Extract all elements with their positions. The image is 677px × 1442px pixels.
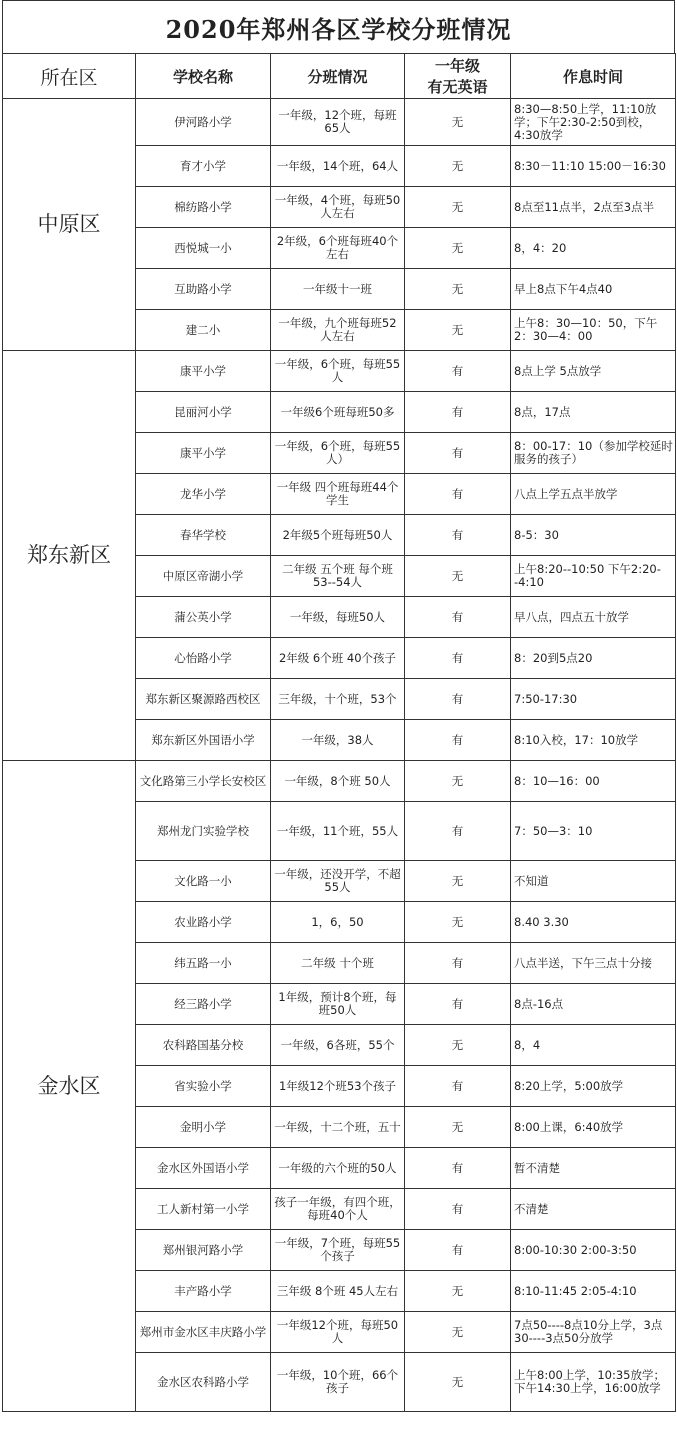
english-cell: 有 xyxy=(405,1148,511,1189)
school-cell: 郑州银河路小学 xyxy=(136,1230,271,1271)
english-cell: 有 xyxy=(405,392,511,433)
schedule-cell: 8，4：20 xyxy=(511,228,676,269)
schedule-cell: 8点至11点半，2点至3点半 xyxy=(511,187,676,228)
english-cell: 有 xyxy=(405,984,511,1025)
english-cell: 无 xyxy=(405,99,511,146)
schedule-cell: 8点上学 5点放学 xyxy=(511,351,676,392)
classes-cell: 一年级，十二个班，五十 xyxy=(271,1107,405,1148)
schedule-cell: 8.40 3.30 xyxy=(511,902,676,943)
school-cell: 文化路第三小学长安校区 xyxy=(136,761,271,802)
school-cell: 金水区农科路小学 xyxy=(136,1353,271,1412)
english-cell: 无 xyxy=(405,146,511,187)
district-cell: 中原区 xyxy=(3,99,136,351)
header-schedule: 作息时间 xyxy=(511,54,676,99)
english-cell: 有 xyxy=(405,1066,511,1107)
schedule-cell: 7点50----8点10分上学，3点30----3点50分放学 xyxy=(511,1312,676,1353)
english-cell: 无 xyxy=(405,228,511,269)
schedule-cell: 7:50-17:30 xyxy=(511,679,676,720)
district-cell: 金水区 xyxy=(3,761,136,1412)
schedule-cell: 8:10入校，17：10放学 xyxy=(511,720,676,761)
schedule-cell: 8:30－11:10 15:00－16:30 xyxy=(511,146,676,187)
school-cell: 育才小学 xyxy=(136,146,271,187)
school-cell: 郑东新区聚源路西校区 xyxy=(136,679,271,720)
classes-cell: 一年级，8个班 50人 xyxy=(271,761,405,802)
header-school: 学校名称 xyxy=(136,54,271,99)
table-body xyxy=(3,99,676,1412)
school-cell: 郑州龙门实验学校 xyxy=(136,802,271,861)
classes-cell: 一年级12个班，每班50人 xyxy=(271,1312,405,1353)
schedule-cell: 8：00-17：10（参加学校延时服务的孩子） xyxy=(511,433,676,474)
schedule-cell: 8：20到5点20 xyxy=(511,638,676,679)
school-cell: 建二小 xyxy=(136,310,271,351)
schedule-cell: 7：50—3：10 xyxy=(511,802,676,861)
english-cell: 有 xyxy=(405,1230,511,1271)
classes-cell: 一年级，6个班，每班55人） xyxy=(271,433,405,474)
schedule-cell: 上午8:00上学，10:35放学；下午14:30上学，16:00放学 xyxy=(511,1353,676,1412)
classes-cell: 一年级，九个班每班52人左右 xyxy=(271,310,405,351)
english-cell: 有 xyxy=(405,351,511,392)
schedule-cell: 八点上学五点半放学 xyxy=(511,474,676,515)
schedule-cell: 8:20上学，5:00放学 xyxy=(511,1066,676,1107)
school-cell: 心怡路小学 xyxy=(136,638,271,679)
english-cell: 无 xyxy=(405,1271,511,1312)
classes-cell: 一年级6个班每班50多 xyxy=(271,392,405,433)
classes-cell: 一年级，14个班，64人 xyxy=(271,146,405,187)
school-cell: 康平小学 xyxy=(136,351,271,392)
english-cell: 有 xyxy=(405,433,511,474)
english-cell: 有 xyxy=(405,802,511,861)
school-cell: 昆丽河小学 xyxy=(136,392,271,433)
table-row xyxy=(3,351,676,392)
header-classes: 分班情况 xyxy=(271,54,405,99)
english-cell: 有 xyxy=(405,597,511,638)
english-cell: 无 xyxy=(405,1312,511,1353)
schedule-cell: 早上8点下午4点40 xyxy=(511,269,676,310)
english-cell: 无 xyxy=(405,1107,511,1148)
school-cell: 农科路国基分校 xyxy=(136,1025,271,1066)
school-cell: 棉纺路小学 xyxy=(136,187,271,228)
table-header-row xyxy=(3,54,676,99)
schedule-cell: 8，4 xyxy=(511,1025,676,1066)
schedule-cell: 暂不清楚 xyxy=(511,1148,676,1189)
school-cell: 西悦城一小 xyxy=(136,228,271,269)
english-cell: 有 xyxy=(405,720,511,761)
school-cell: 中原区帝湖小学 xyxy=(136,556,271,597)
classes-cell: 一年级十一班 xyxy=(271,269,405,310)
classes-cell: 一年级，还没开学，不超55人 xyxy=(271,861,405,902)
schedule-cell: 8:10-11:45 2:05-4:10 xyxy=(511,1271,676,1312)
classes-cell: 一年级，6各班，55个 xyxy=(271,1025,405,1066)
english-cell: 有 xyxy=(405,638,511,679)
english-cell: 无 xyxy=(405,556,511,597)
school-cell: 伊河路小学 xyxy=(136,99,271,146)
english-cell: 无 xyxy=(405,1353,511,1412)
english-cell: 无 xyxy=(405,187,511,228)
english-cell: 无 xyxy=(405,310,511,351)
english-cell: 有 xyxy=(405,1189,511,1230)
school-cell: 蒲公英小学 xyxy=(136,597,271,638)
school-cell: 农业路小学 xyxy=(136,902,271,943)
school-cell: 纬五路一小 xyxy=(136,943,271,984)
schedule-cell: 8:00上课，6:40放学 xyxy=(511,1107,676,1148)
english-cell: 无 xyxy=(405,761,511,802)
classes-cell: 一年级，12个班，每班65人 xyxy=(271,99,405,146)
header-english xyxy=(405,54,511,99)
school-cell: 郑州市金水区丰庆路小学 xyxy=(136,1312,271,1353)
school-cell: 金明小学 xyxy=(136,1107,271,1148)
english-cell: 有 xyxy=(405,474,511,515)
classes-cell: 2年级5个班每班50人 xyxy=(271,515,405,556)
english-cell: 无 xyxy=(405,269,511,310)
schedule-cell: 早八点，四点五十放学 xyxy=(511,597,676,638)
classes-cell: 一年级，6个班，每班55人 xyxy=(271,351,405,392)
school-cell: 省实验小学 xyxy=(136,1066,271,1107)
english-cell: 有 xyxy=(405,515,511,556)
classes-cell: 1年级，预计8个班，每班50人 xyxy=(271,984,405,1025)
schedule-cell: 8点，17点 xyxy=(511,392,676,433)
english-cell: 无 xyxy=(405,1025,511,1066)
classes-cell: 三年级，十个班，53个 xyxy=(271,679,405,720)
school-table-sheet xyxy=(2,0,675,1412)
schedule-cell: 上午8:20--10:50 下午2:20--4:10 xyxy=(511,556,676,597)
school-cell: 郑东新区外国语小学 xyxy=(136,720,271,761)
district-cell: 郑东新区 xyxy=(3,351,136,761)
schedule-cell: 八点半送，下午三点十分接 xyxy=(511,943,676,984)
schedule-cell: 上午8：30—10：50，下午2：30—4：00 xyxy=(511,310,676,351)
classes-cell: 一年级，7个班，每班55个孩子 xyxy=(271,1230,405,1271)
school-cell: 经三路小学 xyxy=(136,984,271,1025)
school-cell: 金水区外国语小学 xyxy=(136,1148,271,1189)
english-cell: 有 xyxy=(405,943,511,984)
classes-cell: 三年级 8个班 45人左右 xyxy=(271,1271,405,1312)
classes-cell: 一年级 四个班每班44个学生 xyxy=(271,474,405,515)
school-cell: 丰产路小学 xyxy=(136,1271,271,1312)
school-cell: 文化路一小 xyxy=(136,861,271,902)
header-district: 所在区 xyxy=(3,54,136,99)
table-row xyxy=(3,761,676,802)
classes-cell: 二年级 十个班 xyxy=(271,943,405,984)
classes-cell: 一年级，38人 xyxy=(271,720,405,761)
english-cell: 无 xyxy=(405,902,511,943)
classes-cell: 2年级 6个班 40个孩子 xyxy=(271,638,405,679)
school-cell: 康平小学 xyxy=(136,433,271,474)
school-table xyxy=(2,53,676,1412)
schedule-cell: 8：10—16：00 xyxy=(511,761,676,802)
classes-cell: 一年级，4个班，每班50人左右 xyxy=(271,187,405,228)
classes-cell: 一年级的六个班的50人 xyxy=(271,1148,405,1189)
header-english-line1: 一年级 xyxy=(434,57,480,75)
classes-cell: 二年级 五个班 每个班53--54人 xyxy=(271,556,405,597)
page-title: 2020年郑州各区学校分班情况 xyxy=(2,0,675,53)
classes-cell: 2年级，6个班每班40个左右 xyxy=(271,228,405,269)
classes-cell: 一年级，11个班，55人 xyxy=(271,802,405,861)
schedule-cell: 不清楚 xyxy=(511,1189,676,1230)
classes-cell: 一年级，10个班，66个孩子 xyxy=(271,1353,405,1412)
schedule-cell: 8:00-10:30 2:00-3:50 xyxy=(511,1230,676,1271)
schedule-cell: 8-5：30 xyxy=(511,515,676,556)
school-cell: 工人新村第一小学 xyxy=(136,1189,271,1230)
classes-cell: 1年级12个班53个孩子 xyxy=(271,1066,405,1107)
classes-cell: 1，6，50 xyxy=(271,902,405,943)
classes-cell: 一年级，每班50人 xyxy=(271,597,405,638)
table-row xyxy=(3,99,676,146)
school-cell: 龙华小学 xyxy=(136,474,271,515)
schedule-cell: 8:30—8:50上学，11:10放学；下午2:30-2:50到校，4:30放学 xyxy=(511,99,676,146)
english-cell: 无 xyxy=(405,861,511,902)
school-cell: 春华学校 xyxy=(136,515,271,556)
header-english-line2: 有无英语 xyxy=(427,78,488,96)
schedule-cell: 8点-16点 xyxy=(511,984,676,1025)
classes-cell: 孩子一年级，有四个班，每班40个人 xyxy=(271,1189,405,1230)
english-cell: 有 xyxy=(405,679,511,720)
school-cell: 互助路小学 xyxy=(136,269,271,310)
schedule-cell: 不知道 xyxy=(511,861,676,902)
